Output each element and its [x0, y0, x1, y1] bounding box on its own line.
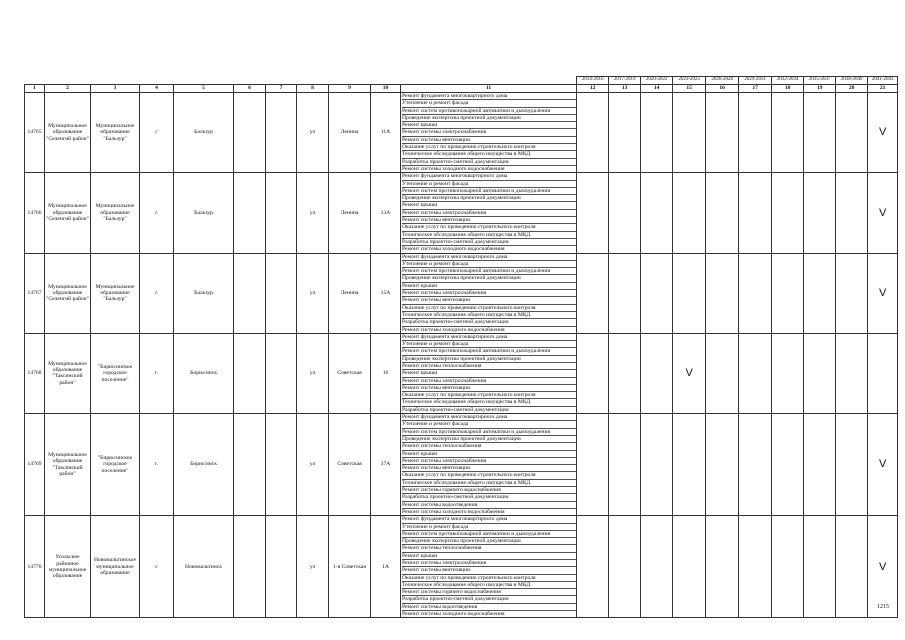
work-item: Проведение экспертизы проектной документации	[402, 195, 576, 202]
cell-col6	[234, 414, 266, 516]
column-number: 17	[739, 85, 772, 93]
period-header: 2017-2019	[609, 77, 641, 85]
cell-house: 11А	[371, 93, 401, 173]
cell-street: Ленина	[329, 173, 371, 253]
cell-settlement-type: с	[140, 516, 174, 618]
column-number: 7	[266, 85, 297, 93]
cell-municipality: Муниципальное образование "Бальзур"	[91, 93, 140, 173]
period-mark-cell	[706, 253, 739, 333]
period-mark-cell	[739, 253, 772, 333]
cell-id: 14766	[25, 173, 45, 253]
work-item: Оказание услуг по проведению строительного контроля	[402, 305, 576, 312]
work-item: Ремонт системы электроснабжения	[402, 560, 576, 567]
period-header-row	[25, 77, 898, 85]
period-mark-cell	[772, 333, 804, 413]
work-item: Ремонт крыши	[402, 553, 576, 560]
cell-works-list	[401, 253, 577, 333]
work-item: Проведение экспертизы проектной документации	[402, 356, 576, 363]
work-item: Техническое обследование общего имущества в МКД	[402, 312, 576, 319]
cell-settlement-type: г.	[140, 414, 174, 516]
cell-col6	[234, 173, 266, 253]
cell-id: 14768	[25, 333, 45, 413]
work-item: Ремонт системы холодного водоснабжения	[402, 165, 505, 172]
period-mark-cell	[804, 93, 836, 173]
period-mark-cell	[673, 173, 706, 253]
column-number: 8	[297, 85, 329, 93]
period-mark-cell	[609, 333, 641, 413]
column-number: 10	[371, 85, 401, 93]
period-mark-cell	[641, 333, 673, 413]
period-header-spacer	[25, 77, 577, 85]
column-number: 16	[706, 85, 739, 93]
work-item: Разработка проектно-сметной документации	[402, 239, 576, 246]
column-number: 21	[868, 85, 898, 93]
work-item: Оказание услуг по проведению строительного контроля	[402, 472, 576, 479]
work-item: Ремонт системы теплоснабжения	[402, 545, 576, 552]
cell-district: Муниципальное образование "Таксинский район"	[45, 333, 91, 413]
table-row	[25, 173, 898, 253]
period-header: 2032-2034	[772, 77, 804, 85]
cell-settlement: Бальзур	[174, 173, 234, 253]
work-item: Утепление и ремонт фасада	[402, 421, 576, 428]
period-mark-cell	[804, 414, 836, 516]
cell-id: 14770	[25, 516, 45, 618]
work-item: Ремонт системы электроснабжения	[402, 290, 576, 297]
period-mark-cell	[706, 333, 739, 413]
period-mark-cell	[577, 253, 609, 333]
period-mark-cell	[804, 516, 836, 618]
cell-street: Советская	[329, 333, 371, 413]
table-row	[25, 414, 898, 516]
period-header: 2014-2016	[577, 77, 609, 85]
period-header: 2038-2040	[836, 77, 868, 85]
work-item: Разработка проектно-сметной документации	[402, 494, 576, 501]
work-item: Ремонт систем противопожарной автоматики и дымоудаления	[402, 348, 576, 355]
table-row	[25, 93, 898, 173]
period-mark-cell	[577, 93, 609, 173]
cell-municipality: "Бирюсинское городское поселение"	[91, 333, 140, 413]
cell-district: Муниципальное образование "Селенгий район"	[45, 93, 91, 173]
work-item: Ремонт фундамента многоквартирного дома	[402, 414, 576, 421]
column-number: 20	[836, 85, 868, 93]
period-mark-cell	[706, 93, 739, 173]
work-item: Ремонт систем противопожарной автоматики и дымоудаления	[402, 188, 576, 195]
column-number: 6	[234, 85, 266, 93]
cell-settlement: Бальзур	[174, 253, 234, 333]
period-mark-cell	[739, 93, 772, 173]
cell-district: Усольское районное муниципальное образование	[45, 516, 91, 618]
work-item: Разработка проектно-сметной документации	[402, 406, 509, 413]
work-item: Утепление и ремонт фасада	[402, 341, 576, 348]
table-row	[25, 253, 898, 333]
work-item: Ремонт системы водоотведения	[402, 502, 576, 509]
period-mark-cell	[641, 414, 673, 516]
period-mark-cell	[577, 333, 609, 413]
work-item: Ремонт фундамента многоквартирного дома	[402, 173, 576, 180]
cell-works-list	[401, 173, 577, 253]
period-mark-cell	[772, 173, 804, 253]
cell-house: 1А	[371, 516, 401, 618]
period-mark-cell	[641, 253, 673, 333]
cell-col6	[234, 253, 266, 333]
cell-col6	[234, 516, 266, 618]
table-row	[25, 516, 898, 618]
work-item: Утепление и ремонт фасада	[402, 261, 576, 268]
cell-district: Муниципальное образование "Таксинский район"	[45, 414, 91, 516]
cell-street-type: ул	[297, 93, 329, 173]
cell-col7	[266, 414, 297, 516]
table-row	[25, 333, 898, 413]
cell-col7	[266, 333, 297, 413]
cell-settlement-type: с	[140, 173, 174, 253]
work-item: Разработка проектно-сметной документации	[402, 319, 576, 326]
work-item: Ремонт фундамента многоквартирного дома	[402, 516, 576, 523]
period-header: 2020-2022	[641, 77, 673, 85]
cell-settlement: Бирюсинск	[174, 414, 234, 516]
column-number: 13	[609, 85, 641, 93]
column-number: 5	[174, 85, 234, 93]
cell-col7	[266, 253, 297, 333]
work-item: Ремонт фундамента многоквартирного дома	[402, 334, 576, 341]
cell-settlement: Бирюсинск	[174, 333, 234, 413]
period-mark-cell	[706, 173, 739, 253]
work-item: Техническое обследование общего имущества в МКД	[402, 582, 576, 589]
work-item: Разработка проектно-сметной документации	[402, 596, 576, 603]
work-item: Оказание услуг по проведению строительного контроля	[402, 392, 576, 399]
period-mark-cell	[609, 414, 641, 516]
period-mark-cell	[641, 93, 673, 173]
period-header: 2023-2025	[673, 77, 706, 85]
column-number: 3	[91, 85, 140, 93]
cell-district: Муниципальное образование "Селенгий район"	[45, 253, 91, 333]
cell-municipality: Муниципальное образование "Бальзур"	[91, 173, 140, 253]
work-item: Ремонт системы водоотведения	[402, 604, 576, 611]
column-number: 4	[140, 85, 174, 93]
column-number: 11	[401, 85, 577, 93]
cell-settlement-type: г.	[140, 333, 174, 413]
work-item: Утепление и ремонт фасада	[402, 524, 576, 531]
period-mark-cell: V	[673, 333, 706, 413]
work-item: Ремонт крыши	[402, 122, 576, 129]
cell-col7	[266, 173, 297, 253]
cell-id: 14769	[25, 414, 45, 516]
cell-street-type: ул	[297, 253, 329, 333]
cell-municipality: "Бирюсинское городское поселение"	[91, 414, 140, 516]
page-number: 1215	[877, 604, 889, 610]
cell-col6	[234, 93, 266, 173]
period-mark-cell: V	[868, 253, 898, 333]
work-item: Оказание услуг по проведению строительного контроля	[402, 575, 576, 582]
cell-id: 14767	[25, 253, 45, 333]
cell-street-type: ул	[297, 516, 329, 618]
period-mark-cell	[739, 333, 772, 413]
period-mark-cell: V	[868, 173, 898, 253]
cell-house: 15А	[371, 253, 401, 333]
period-mark-cell	[673, 253, 706, 333]
cell-col7	[266, 93, 297, 173]
cell-district: Муниципальное образование "Селенгий район"	[45, 173, 91, 253]
period-mark-cell	[609, 516, 641, 618]
work-item: Ремонт системы вентиляции	[402, 217, 576, 224]
column-number: 2	[45, 85, 91, 93]
cell-works-list	[401, 333, 577, 413]
period-header: 2029-2031	[739, 77, 772, 85]
period-mark-cell	[804, 173, 836, 253]
period-header: 2041-2043	[868, 77, 898, 85]
work-item: Техническое обследование общего имущества в МКД	[402, 232, 576, 239]
cell-works-list	[401, 414, 577, 516]
period-mark-cell	[772, 93, 804, 173]
work-item: Ремонт крыши	[402, 202, 576, 209]
work-item: Ремонт крыши	[402, 451, 576, 458]
period-mark-cell	[772, 516, 804, 618]
cell-id: 14765	[25, 93, 45, 173]
period-mark-cell	[706, 414, 739, 516]
capital-repair-schedule-table	[24, 76, 898, 618]
period-mark-cell	[836, 333, 868, 413]
work-item: Оказание услуг по проведению строительного контроля	[402, 224, 576, 231]
column-number: 19	[804, 85, 836, 93]
period-mark-cell	[868, 333, 898, 413]
period-mark-cell	[577, 414, 609, 516]
column-number: 18	[772, 85, 804, 93]
cell-house: 16	[371, 333, 401, 413]
cell-works-list	[401, 93, 577, 173]
work-item: Ремонт крыши	[402, 283, 576, 290]
column-number: 1	[25, 85, 45, 93]
column-number: 15	[673, 85, 706, 93]
period-mark-cell	[836, 253, 868, 333]
table-body	[25, 93, 898, 618]
cell-street: Ленина	[329, 253, 371, 333]
period-mark-cell	[609, 93, 641, 173]
work-item: Ремонт системы вентиляции	[402, 297, 576, 304]
work-item: Утепление и ремонт фасада	[402, 181, 576, 188]
work-item: Проведение экспертизы проектной документации	[402, 115, 576, 122]
cell-street: Ленина	[329, 93, 371, 173]
work-item: Ремонт фундамента многоквартирного дома	[402, 254, 576, 261]
period-mark-cell: V	[868, 414, 898, 516]
work-item: Ремонт систем противопожарной автоматики и дымоудаления	[402, 268, 576, 275]
work-item: Ремонт системы холодного водоснабжения	[402, 508, 505, 515]
period-mark-cell	[836, 93, 868, 173]
period-mark-cell	[772, 253, 804, 333]
period-mark-cell	[673, 414, 706, 516]
work-item: Ремонт системы горячего водоснабжения	[402, 589, 576, 596]
period-mark-cell	[577, 516, 609, 618]
work-item: Ремонт системы вентиляции	[402, 465, 576, 472]
work-item: Проведение экспертизы проектной документации	[402, 436, 576, 443]
work-item: Ремонт системы вентиляции	[402, 137, 576, 144]
period-mark-cell	[739, 173, 772, 253]
work-item: Проведение экспертизы проектной документации	[402, 538, 576, 545]
cell-settlement: Новомальтинск	[174, 516, 234, 618]
work-item: Ремонт системы холодного водоснабжения	[402, 326, 505, 333]
column-number: 14	[641, 85, 673, 93]
period-mark-cell	[739, 414, 772, 516]
work-item: Ремонт системы холодного водоснабжения	[402, 611, 505, 618]
column-number: 12	[577, 85, 609, 93]
cell-house: 13А	[371, 173, 401, 253]
cell-col7	[266, 516, 297, 618]
cell-street: Советская	[329, 414, 371, 516]
cell-house: 37А	[371, 414, 401, 516]
cell-settlement-type: с	[140, 253, 174, 333]
period-mark-cell: V	[868, 93, 898, 173]
period-mark-cell	[836, 173, 868, 253]
period-mark-cell	[641, 516, 673, 618]
period-mark-cell	[673, 516, 706, 618]
period-mark-cell	[609, 253, 641, 333]
period-mark-cell	[772, 414, 804, 516]
period-mark-cell	[673, 93, 706, 173]
work-item: Ремонт системы электроснабжения	[402, 129, 576, 136]
work-item: Ремонт систем противопожарной автоматики и дымоудаления	[402, 429, 576, 436]
column-number: 9	[329, 85, 371, 93]
work-item: Ремонт системы электроснабжения	[402, 378, 576, 385]
work-item: Ремонт крыши	[402, 370, 576, 377]
work-item: Ремонт систем противопожарной автоматики и дымоудаления	[402, 108, 576, 115]
work-item: Ремонт системы теплоснабжения	[402, 363, 576, 370]
work-item: Ремонт системы холодного водоснабжения	[402, 246, 505, 253]
period-mark-cell	[706, 516, 739, 618]
cell-municipality: Муниципальное образование "Бальзур"	[91, 253, 140, 333]
period-mark-cell	[739, 516, 772, 618]
work-item: Ремонт системы электроснабжения	[402, 210, 576, 217]
cell-municipality: Новомальтинское муниципальное образование	[91, 516, 140, 618]
work-item: Ремонт системы горячего водоснабжения	[402, 487, 576, 494]
cell-works-list	[401, 516, 577, 618]
cell-settlement-type: с	[140, 93, 174, 173]
work-item: Ремонт системы вентиляции	[402, 385, 576, 392]
cell-street-type: ул	[297, 173, 329, 253]
period-mark-cell	[577, 173, 609, 253]
period-mark-cell	[804, 253, 836, 333]
period-mark-cell	[641, 173, 673, 253]
cell-street-type: ул	[297, 333, 329, 413]
cell-settlement: Бальзур	[174, 93, 234, 173]
period-header: 2026-2028	[706, 77, 739, 85]
period-mark-cell	[836, 516, 868, 618]
work-item: Ремонт фундамента многоквартирного дома	[402, 93, 576, 100]
work-item: Ремонт системы теплоснабжения	[402, 443, 576, 450]
work-item: Техническое обследование общего имущества в МКД	[402, 151, 576, 158]
work-item: Техническое обследование общего имущества в МКД	[402, 480, 576, 487]
period-mark-cell	[804, 333, 836, 413]
period-mark-cell	[836, 414, 868, 516]
work-item: Разработка проектно-сметной документации	[402, 159, 576, 166]
work-item: Ремонт системы вентиляции	[402, 567, 576, 574]
period-header: 2035-2037	[804, 77, 836, 85]
cell-col6	[234, 333, 266, 413]
work-item: Техническое обследование общего имущества в МКД	[402, 399, 576, 406]
period-mark-cell: V	[868, 516, 898, 618]
column-number-row	[25, 85, 898, 93]
work-item: Проведение экспертизы проектной документации	[402, 275, 576, 282]
work-item: Оказание услуг по проведению строительного контроля	[402, 144, 576, 151]
work-item: Утепление и ремонт фасада	[402, 100, 576, 107]
work-item: Ремонт системы электроснабжения	[402, 458, 576, 465]
period-mark-cell	[609, 173, 641, 253]
cell-street-type: ул	[297, 414, 329, 516]
cell-street: 1-я Советская	[329, 516, 371, 618]
work-item: Ремонт систем противопожарной автоматики и дымоудаления	[402, 531, 576, 538]
